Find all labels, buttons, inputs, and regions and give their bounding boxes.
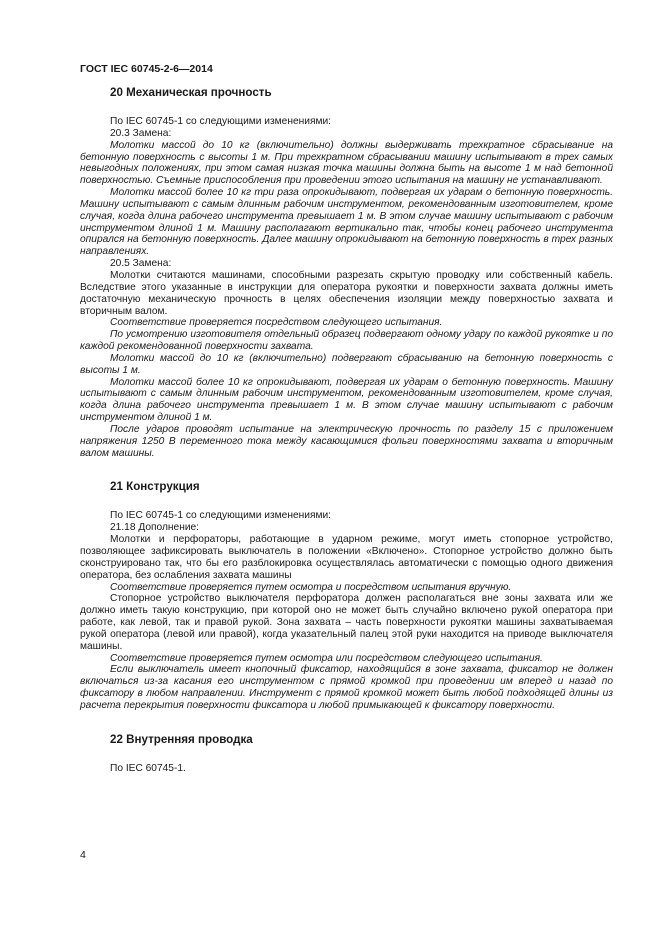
paragraph: Если выключатель имеет кнопочный фиксатор, находящийся в зоне захвата, фиксатор не должен включаться из-за касания его инструментом с прямой кромкой при проведении им вперед и назад по фиксатору в любом направлении. Инструмент с прямой кромкой может быть любой подходящей длины из расчета перекрытия поверхности фиксатора и любой примыкающей к фиксатору поверхности. [80,664,613,711]
clause-number: 21.18 Дополнение: [110,522,200,534]
paragraph: По усмотрению изготовителя отдельный образец подвергают одному удару по каждой рукоятке и по каждой рекомендованной поверхности захвата. [80,329,613,353]
paragraph: По IEC 60745-1 со следующими изменениями: [110,116,331,127]
paragraph: По IEC 60745-1 со следующими изменениями: [110,510,331,522]
paragraph: Соответствие проверяется путем осмотра и посредством испытания вручную. [110,581,512,593]
paragraph: Соответствие проверяется путем осмотра или посредством следующего испытания. [110,652,543,664]
clause-number: 20.3 Замена: [110,127,172,139]
paragraph: Молотки массой более 10 кг три раза опрокидывают, подвергая их ударам о бетонную поверхность. Машину испытывают с самым длинным рабочим инструментом, рекомендованным изготовителем, кроме случая, когда длина рабочего инструмента превышает 1 м. В этом случае машину испытывают с рабочим инструментом длиной 1 м. Машину располагают вертикально так, чтобы конец рабочего инструмента опирался на бетонную поверхность. Далее машину опрокидывают на бетонную поверхность в трех разных направлениях. [80,187,613,258]
paragraph: Стопорное устройство выключателя перфоратора должен располагаться вне зоны захвата или же должно иметь такую конструкцию, при которой оно не может быть случайно включено рукой оператора при работе, как левой, так и правой рукой. Зона захвата – часть поверхности рукоятки машины захватываемая рукой оператора (левой или правой), когда указательный палец этой руки находится на приводе выключателя машины. [80,593,613,652]
paragraph: Молотки считаются машинами, способными разрезать скрытую проводку или собственный кабель. Вследствие этого указанные в инструкции для оператора рукоятки и поверхности захвата должны иметь достаточную механическую прочность в целях обеспечения изоляции между поверхностью захвата и вторичным валом. [80,269,613,317]
paragraph: Соответствие проверяется посредством следующего испытания. [110,317,443,329]
paragraph: По IEC 60745-1. [110,762,186,774]
paragraph: Молотки массой более 10 кг опрокидывают, подвергая их ударам о бетонную поверхность. Машину испытывают с самым длинным рабочим инструментом, рекомендованным изготовителем, кроме случая, когда длина рабочего инструмента превышает 1 м. В этом случае машину испытывают с рабочим инструментом длиной 1 м. [80,376,613,424]
section-title: 22 Внутренняя проводка [110,732,253,746]
section-21 [80,480,613,711]
paragraph: Молотки массой до 10 кг (включительно) подвергают сбрасыванию на бетонную поверхность с высоты 1 м. [80,352,613,376]
document-id-header: ГОСТ IEC 60745-2-6—2014 [80,63,213,75]
paragraph: Молотки массой до 10 кг (включительно) должны выдерживать трехкратное сбрасывание на бетонную поверхность с высоты 1 м. При трехкратном сбрасывании машину испытывают в трех самых невыгодных положениях, при этом самая низкая точка машины должна быть на высоте 1 м над бетонной поверхностью. Съемные приспособления при проведении этого испытания на машину не устанавливают. [80,139,613,187]
page-number: 4 [80,849,86,861]
paragraph: После ударов проводят испытание на электрическую прочность по разделу 15 с приложением напряжения 1250 В переменного тока между касающимися фольги поверхностями захвата и вторичным валом машины. [80,423,613,459]
paragraph: Молотки и перфораторы, работающие в ударном режиме, могут иметь стопорное устройство, позволяющее зафиксировать выключатель в положении «Включено». Стопорное устройство должно быть сконструировано так, что бы его разблокировка осуществлялась автоматически с помощью одного движения оператора, без ослабления захвата машины [80,534,613,581]
section-title: 21 Конструкция [110,480,200,494]
section-20 [80,86,613,459]
section-22 [80,733,613,775]
section-title: 20 Механическая прочность [110,86,272,99]
clause-number: 20.5 Замена: [110,258,172,270]
page-content [80,86,613,775]
